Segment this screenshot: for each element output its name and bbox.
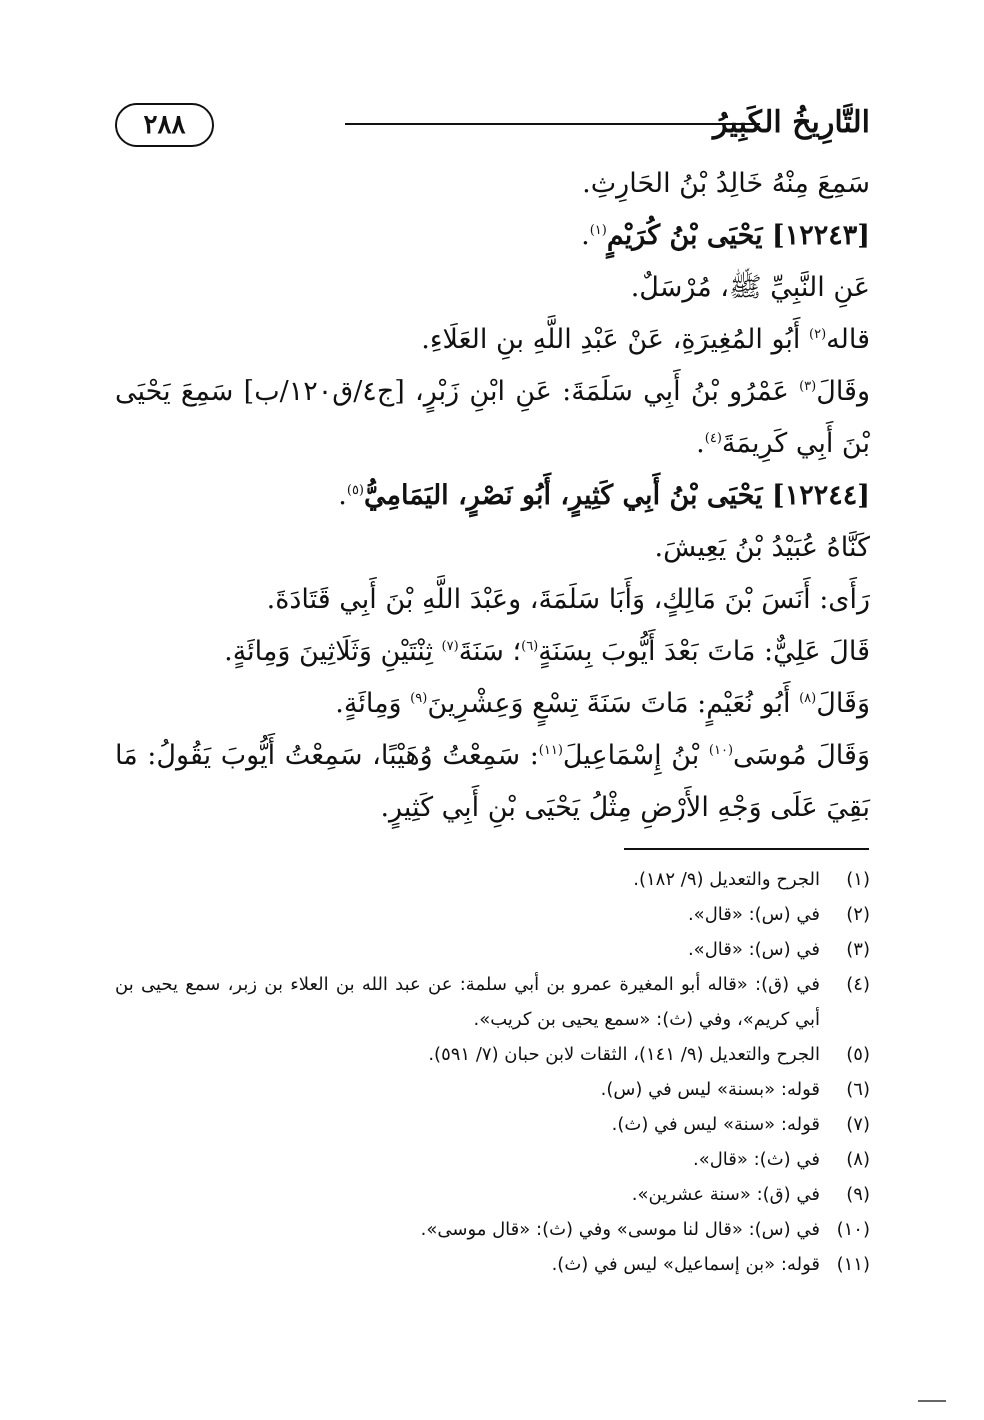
footnote: (١١) قوله: «بن إسماعيل» ليس في (ث). <box>551 1254 870 1275</box>
entry-heading: [١٢٢٤٤] يَحْيَى بْنُ أَبِي كَثِيرٍ، أَبُو نَصْرٍ، اليَمَامِيُّ$^{(٥)}$. <box>338 480 870 511</box>
footnote-ref: (٥) <box>346 483 364 498</box>
footnote-ref: (١) <box>589 223 607 238</box>
footnote-ref: (٦) <box>521 639 539 654</box>
main-text <box>115 158 870 834</box>
page-number: ٢٨٨ <box>115 103 214 147</box>
text-line: رَأَى: أَنَسَ بْنَ مَالِكٍ، وَأَبَا سَلَمَةَ، وعَبْدَ اللَّهِ بْنَ أَبِي قَتَادَةَ. <box>266 584 870 615</box>
footnote: (٣) في (س): «قال». <box>687 939 870 960</box>
header-rule <box>345 123 760 125</box>
footnote-ref: (٣) <box>799 379 817 394</box>
footnote: (١٠) في (س): «قال لنا موسى» وفي (ث): «قال موسى». <box>420 1219 870 1240</box>
footnote: (٥) الجرح والتعديل (٩/ ١٤١)، الثقات لابن حبان (٧/ ٥٩١). <box>428 1044 870 1065</box>
footnote-ref: (١٠) <box>708 743 734 758</box>
text-line: وَقَالَ$^{(٨)}$ أَبُو نُعَيْمٍ: مَاتَ سَنَةَ تِسْعٍ وَعِشْرِينَ$^{(٩)}$ وَمِائَةٍ. <box>335 688 870 719</box>
footnote-ref: (٩) <box>410 691 428 706</box>
text-line: قاله$^{(٢)}$ أَبُو المُغِيرَةِ، عَنْ عَبْدِ اللَّهِ بنِ العَلَاءِ. <box>421 324 870 355</box>
text-line: كَنَّاهُ عُبَيْدُ بْنُ يَعِيشَ. <box>654 532 870 563</box>
footnotes <box>115 862 870 1282</box>
footnote-ref: (١١) <box>538 743 563 758</box>
text-line: عَنِ النَّبِيِّ ﷺ، مُرْسَلٌ. <box>630 272 870 303</box>
footnote: (٤) في (ق): «قاله أبو المغيرة عمرو بن أبي سلمة: عن عبد الله بن العلاء بن زبر، سمع يحيى بن أبي كريم»، وفي (ث): «سمع يحيى بن كريب». <box>115 974 870 1030</box>
text-line: سَمِعَ مِنْهُ خَالِدُ بْنُ الحَارِثِ. <box>582 168 870 199</box>
footnote-ref: (٧) <box>441 639 459 654</box>
footnote: (٦) قوله: «بسنة» ليس في (س). <box>600 1079 870 1100</box>
footnote-ref: (٨) <box>799 691 817 706</box>
book-title: التَّارِيخُ الكَبِيرُ <box>712 105 870 140</box>
footnote: (٧) قوله: «سنة» ليس في (ث). <box>611 1114 870 1135</box>
footnote: (٨) في (ث): «قال». <box>692 1149 870 1170</box>
entry-heading: [١٢٢٤٣] يَحْيَى بْنُ كُرَيْمٍ$^{(١)}$. <box>581 220 870 251</box>
corner-mark <box>918 1400 946 1402</box>
text-line: وَقَالَ مُوسَى$^{(١٠)}$ بْنُ إِسْمَاعِيلَ$^{(١١)}$: سَمِعْتُ وُهَيْبًا، سَمِعْتُ أَيُّوبَ يَقُولُ: مَا بَقِيَ عَلَى وَجْهِ الأَرْضِ مِثْلُ يَحْيَى بْنِ أَبِي كَثِيرٍ. <box>115 740 870 823</box>
footnote-ref: (٤) <box>704 431 722 446</box>
footnote-separator <box>624 848 869 850</box>
footnote-ref: (٢) <box>809 327 827 342</box>
text-line: قَالَ عَلِيٌّ: مَاتَ بَعْدَ أَيُّوبَ بِسَنَةٍ$^{(٦)}$؛ سَنَةَ$^{(٧)}$ ثِنْتَيْنِ وَثَلَاثِينَ وَمِائَةٍ. <box>224 636 870 667</box>
footnote: (١) الجرح والتعديل (٩/ ١٨٢). <box>633 869 870 890</box>
text-line: وقَالَ$^{(٣)}$ عَمْرُو بْنُ أَبِي سَلَمَةَ: عَنِ ابْنِ زَبْرٍ، [ج٤/ق١٢٠/ب] سَمِعَ يَحْيَى بْنَ أَبِي كَرِيمَةَ$^{(٤)}$. <box>115 376 870 459</box>
page-header <box>115 95 870 155</box>
footnote: (٢) في (س): «قال». <box>687 904 870 925</box>
footnote: (٩) في (ق): «سنة عشرين». <box>631 1184 870 1205</box>
